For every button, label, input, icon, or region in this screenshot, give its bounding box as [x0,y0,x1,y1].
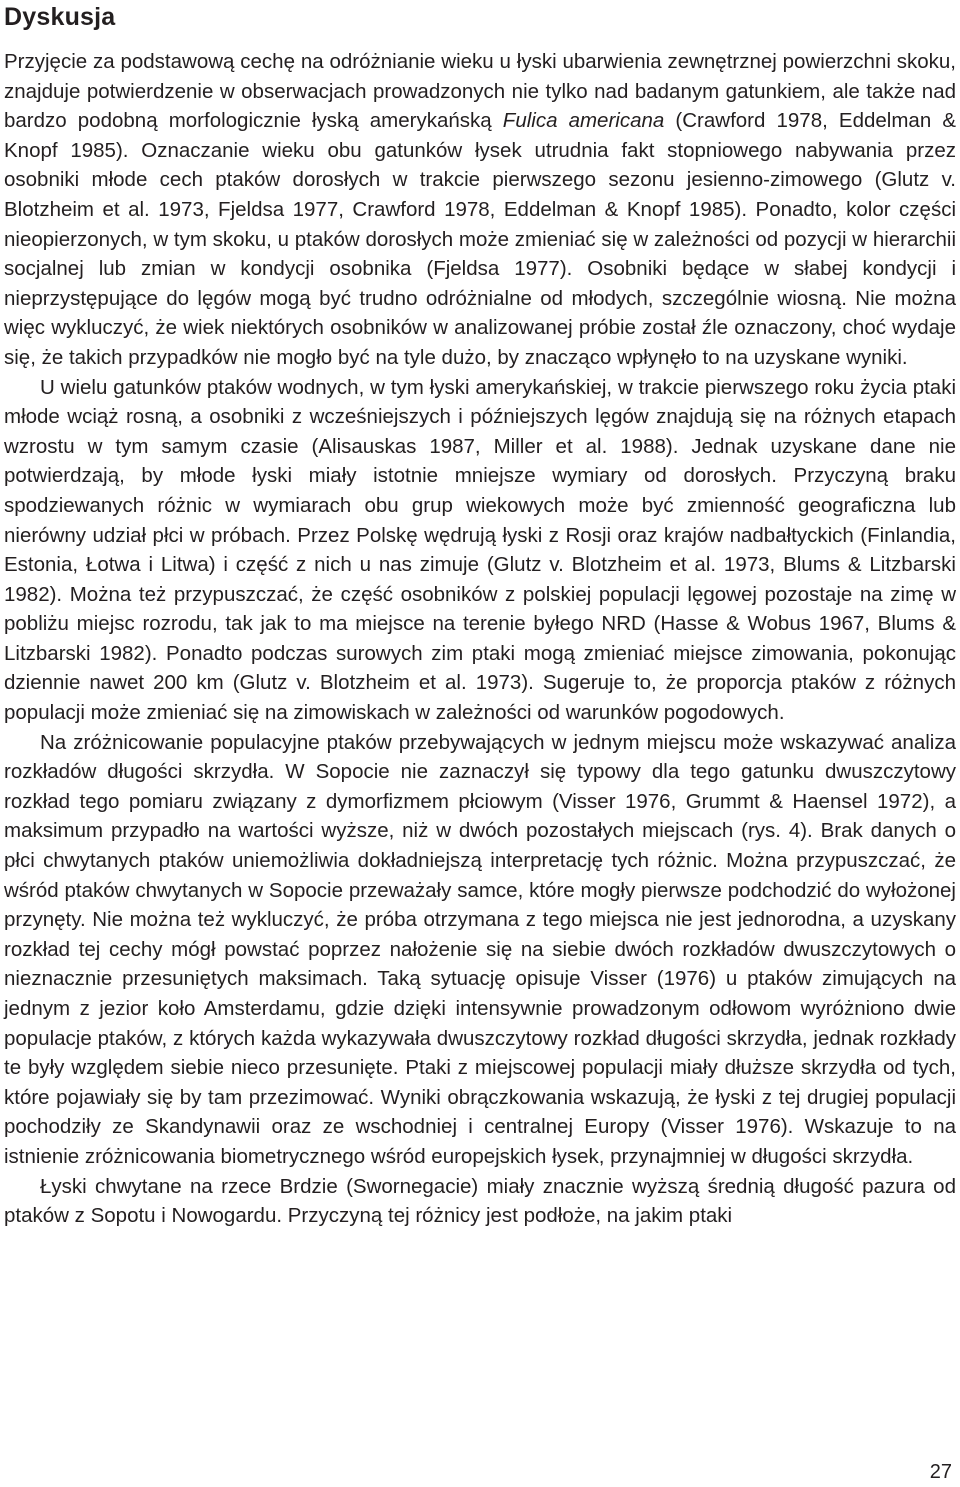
species-name-italic: Fulica americana [502,109,665,133]
paragraph-2: U wielu gatunków ptaków wodnych, w tym łyski amerykańskiej, w trakcie pierwszego roku życia ptaki młode wciąż rosną, a osobniki z wcześniejszych i późniejszych lęgów znajdują się na różnych etapach wzrostu w tym samym czasie (Alisauskas 1987, Miller et al. 1988). Jednak uzyskane dane nie potwierdzają, by młode łyski miały istotnie mniejsze wymiary od dorosłych. Przyczyną braku spodziewanych różnic w wymiarach obu grup wiekowych może być zmienność geograficzna lub nierówny udział płci w próbach. Przez Polskę wędrują łyski z Rosji oraz krajów nadbałtyckich (Finlandia, Estonia, Łotwa i Litwa) i część z nich u nas zimuje (Glutz v. Blotzheim et al. 1973, Blums & Litzbarski 1982). Można też przypuszczać, że część osobników z polskiej populacji lęgowej pozostaje na zimę w pobliżu miejsc rozrodu, tak jak to ma miejsce na terenie byłego NRD (Hasse & Wobus 1967, Blums & Litzbarski 1982). Ponadto podczas surowych zim ptaki mogą zmieniać miejsce zimowania, pokonując dziennie nawet 200 km (Glutz v. Blotzheim et al. 1973). Sugeruje to, że proporcja ptaków z różnych populacji może zmieniać się na zimowiskach w zależności od warunków pogodowych. [4,375,956,725]
section-heading: Dyskusja [4,3,116,31]
paragraph-1 [4,47,956,373]
paragraph-4: Łyski chwytane na rzece Brdzie (Swornegacie) miały znacznie wyższą średnią długość pazura od ptaków z Sopotu i Nowogardu. Przyczyną tej różnicy jest podłoże, na jakim ptaki [4,1174,956,1228]
paragraph-3: Na zróżnicowanie populacyjne ptaków przebywających w jednym miejscu może wskazywać analiza rozkładów długości skrzydła. W Sopocie nie zaznaczył się typowy dla tego gatunku dwuszczytowy rozkład tego pomiaru związany z dymorfizmem płciowym (Visser 1976, Grummt & Haensel 1972), a maksimum przypadło na wartości wyższe, niż w dwóch pozostałych miejscach (rys. 4). Brak danych o płci chwytanych ptaków uniemożliwia dokładniejszą interpretację tych różnic. Można przypuszczać, że wśród ptaków chwytanych w Sopocie przeważały samce, które mogły pierwsze podchodzić do wyłożonej przynęty. Nie można też wykluczyć, że próba otrzymana z tego miejsca nie jest jednorodna, a uzyskany rozkład tej cechy mógł powstać poprzez nałożenie się na siebie dwóch rozkładów dwuszczytowych o nieznacznie przesuniętych maksimach. Taką sytuację opisuje Visser (1976) u ptaków zimujących na jednym z jezior koło Amsterdamu, gdzie dzięki intensywnie prowadzonym odłowom wyróżniono dwie populacje ptaków, z których każda wykazywała dwuszczytowy rozkład długości skrzydła, jednak rozkłady te były względem siebie nieco przesunięte. Ptaki z miejscowej populacji miały dłuższe skrzydła od tych, które pojawiały się by tam przezimować. Wyniki obrączkowania wskazują, że łyski z tej drugiej populacji pochodziły ze Skandynawii oraz ze wschodniej i centralnej Europy (Visser 1976). Wskazuje to na istnienie zróżnicowania biometrycznego wśród europejskich łysek, przynajmniej w długości skrzydła. [4,730,956,1168]
body-text [4,47,956,1231]
paragraph-1-text-end: (Crawford 1978, Eddelman & Knopf 1985). Oznaczanie wieku obu gatunków łysek utrudnia fakt stopniowego nabywania przez osobniki młode cech ptaków dorosłych w trakcie pierwszego sezonu jesienno-zimowego (Glutz v. Blotzheim et al. 1973, Fjeldsa 1977, Crawford 1978, Eddelman & Knopf 1985). Ponadto, kolor części nieopierzonych, w tym skoku, u ptaków dorosłych może zmieniać się w zależności od pozycji w hierarchii socjalnej lub zmian w kondycji osobnika (Fjeldsa 1977). Osobniki będące w słabej kondycji i nieprzystępujące do lęgów mogą być trudno odróżnialne od młodych, szczególnie wiosną. Nie można więc wykluczyć, że wiek niektórych osobników w analizowanej próbie został źle oznaczony, choć wydaje się, że takich przypadków nie mogło być na tyle dużo, by znacząco wpłynęło to na uzyskane wyniki. [4,109,956,369]
page-number: 27 [929,1461,952,1483]
paragraph-1-text-start: Przyjęcie za podstawową cechę na odróżnianie wieku u łyski ubarwienia zewnętrznej powierzchni skoku, znajduje potwierdzenie w obserwacjach prowadzonych nie tylko nad badanym gatunkiem, ale także nad bardzo podobną morfologicznie łyską amerykańską [4,50,956,133]
